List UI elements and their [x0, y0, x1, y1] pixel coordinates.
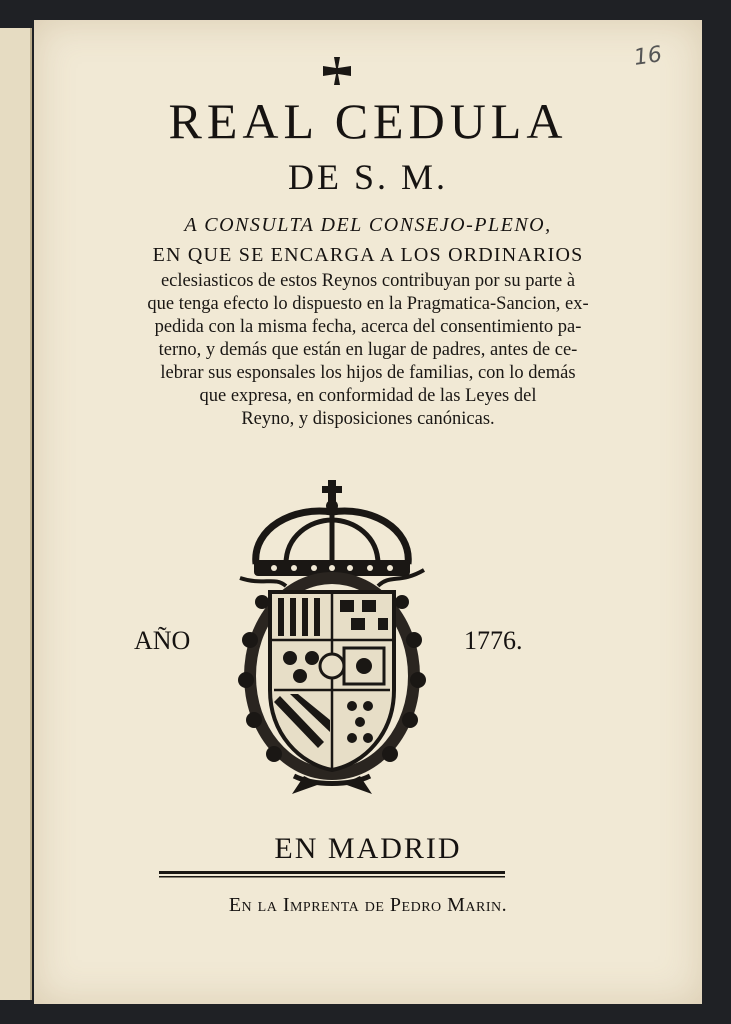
royal-coat-of-arms-icon — [234, 480, 430, 796]
body-text — [84, 270, 652, 431]
printer-line: En la Imprenta de Pedro Marin. — [228, 894, 508, 916]
year-label: AÑO — [134, 626, 191, 655]
body-line: lebrar sus esponsales los hijos de familias, con lo demás — [160, 363, 576, 383]
encarga-line: EN QUE SE ENCARGA A LOS ORDINARIOS — [152, 244, 584, 266]
body-line: que expresa, en conformidad de las Leyes del — [199, 386, 537, 406]
left-page-edge — [0, 28, 32, 1000]
place-of-printing: EN MADRID — [274, 832, 462, 865]
folio-number: 16 — [632, 42, 664, 71]
title-sub: DE S. M. — [287, 157, 449, 197]
body-line: Reyno, y disposiciones canónicas. — [241, 409, 495, 429]
double-rule-divider — [159, 870, 505, 880]
body-line: terno, y demás que están en lugar de padres, antes de ce- — [158, 340, 578, 360]
year-value: 1776. — [464, 626, 523, 655]
title-main: REAL CEDULA — [168, 93, 568, 149]
cross-pattee-icon — [322, 56, 352, 86]
document-page — [34, 20, 702, 1004]
body-line: pedida con la misma fecha, acerca del consentimiento pa- — [154, 317, 582, 337]
body-line: eclesiasticos de estos Reynos contribuyan por su parte à — [160, 271, 576, 291]
consulta-line: A CONSULTA DEL CONSEJO-PLENO, — [184, 214, 552, 236]
body-line: que tenga efecto lo dispuesto en la Pragmatica-Sancion, ex- — [147, 294, 589, 314]
